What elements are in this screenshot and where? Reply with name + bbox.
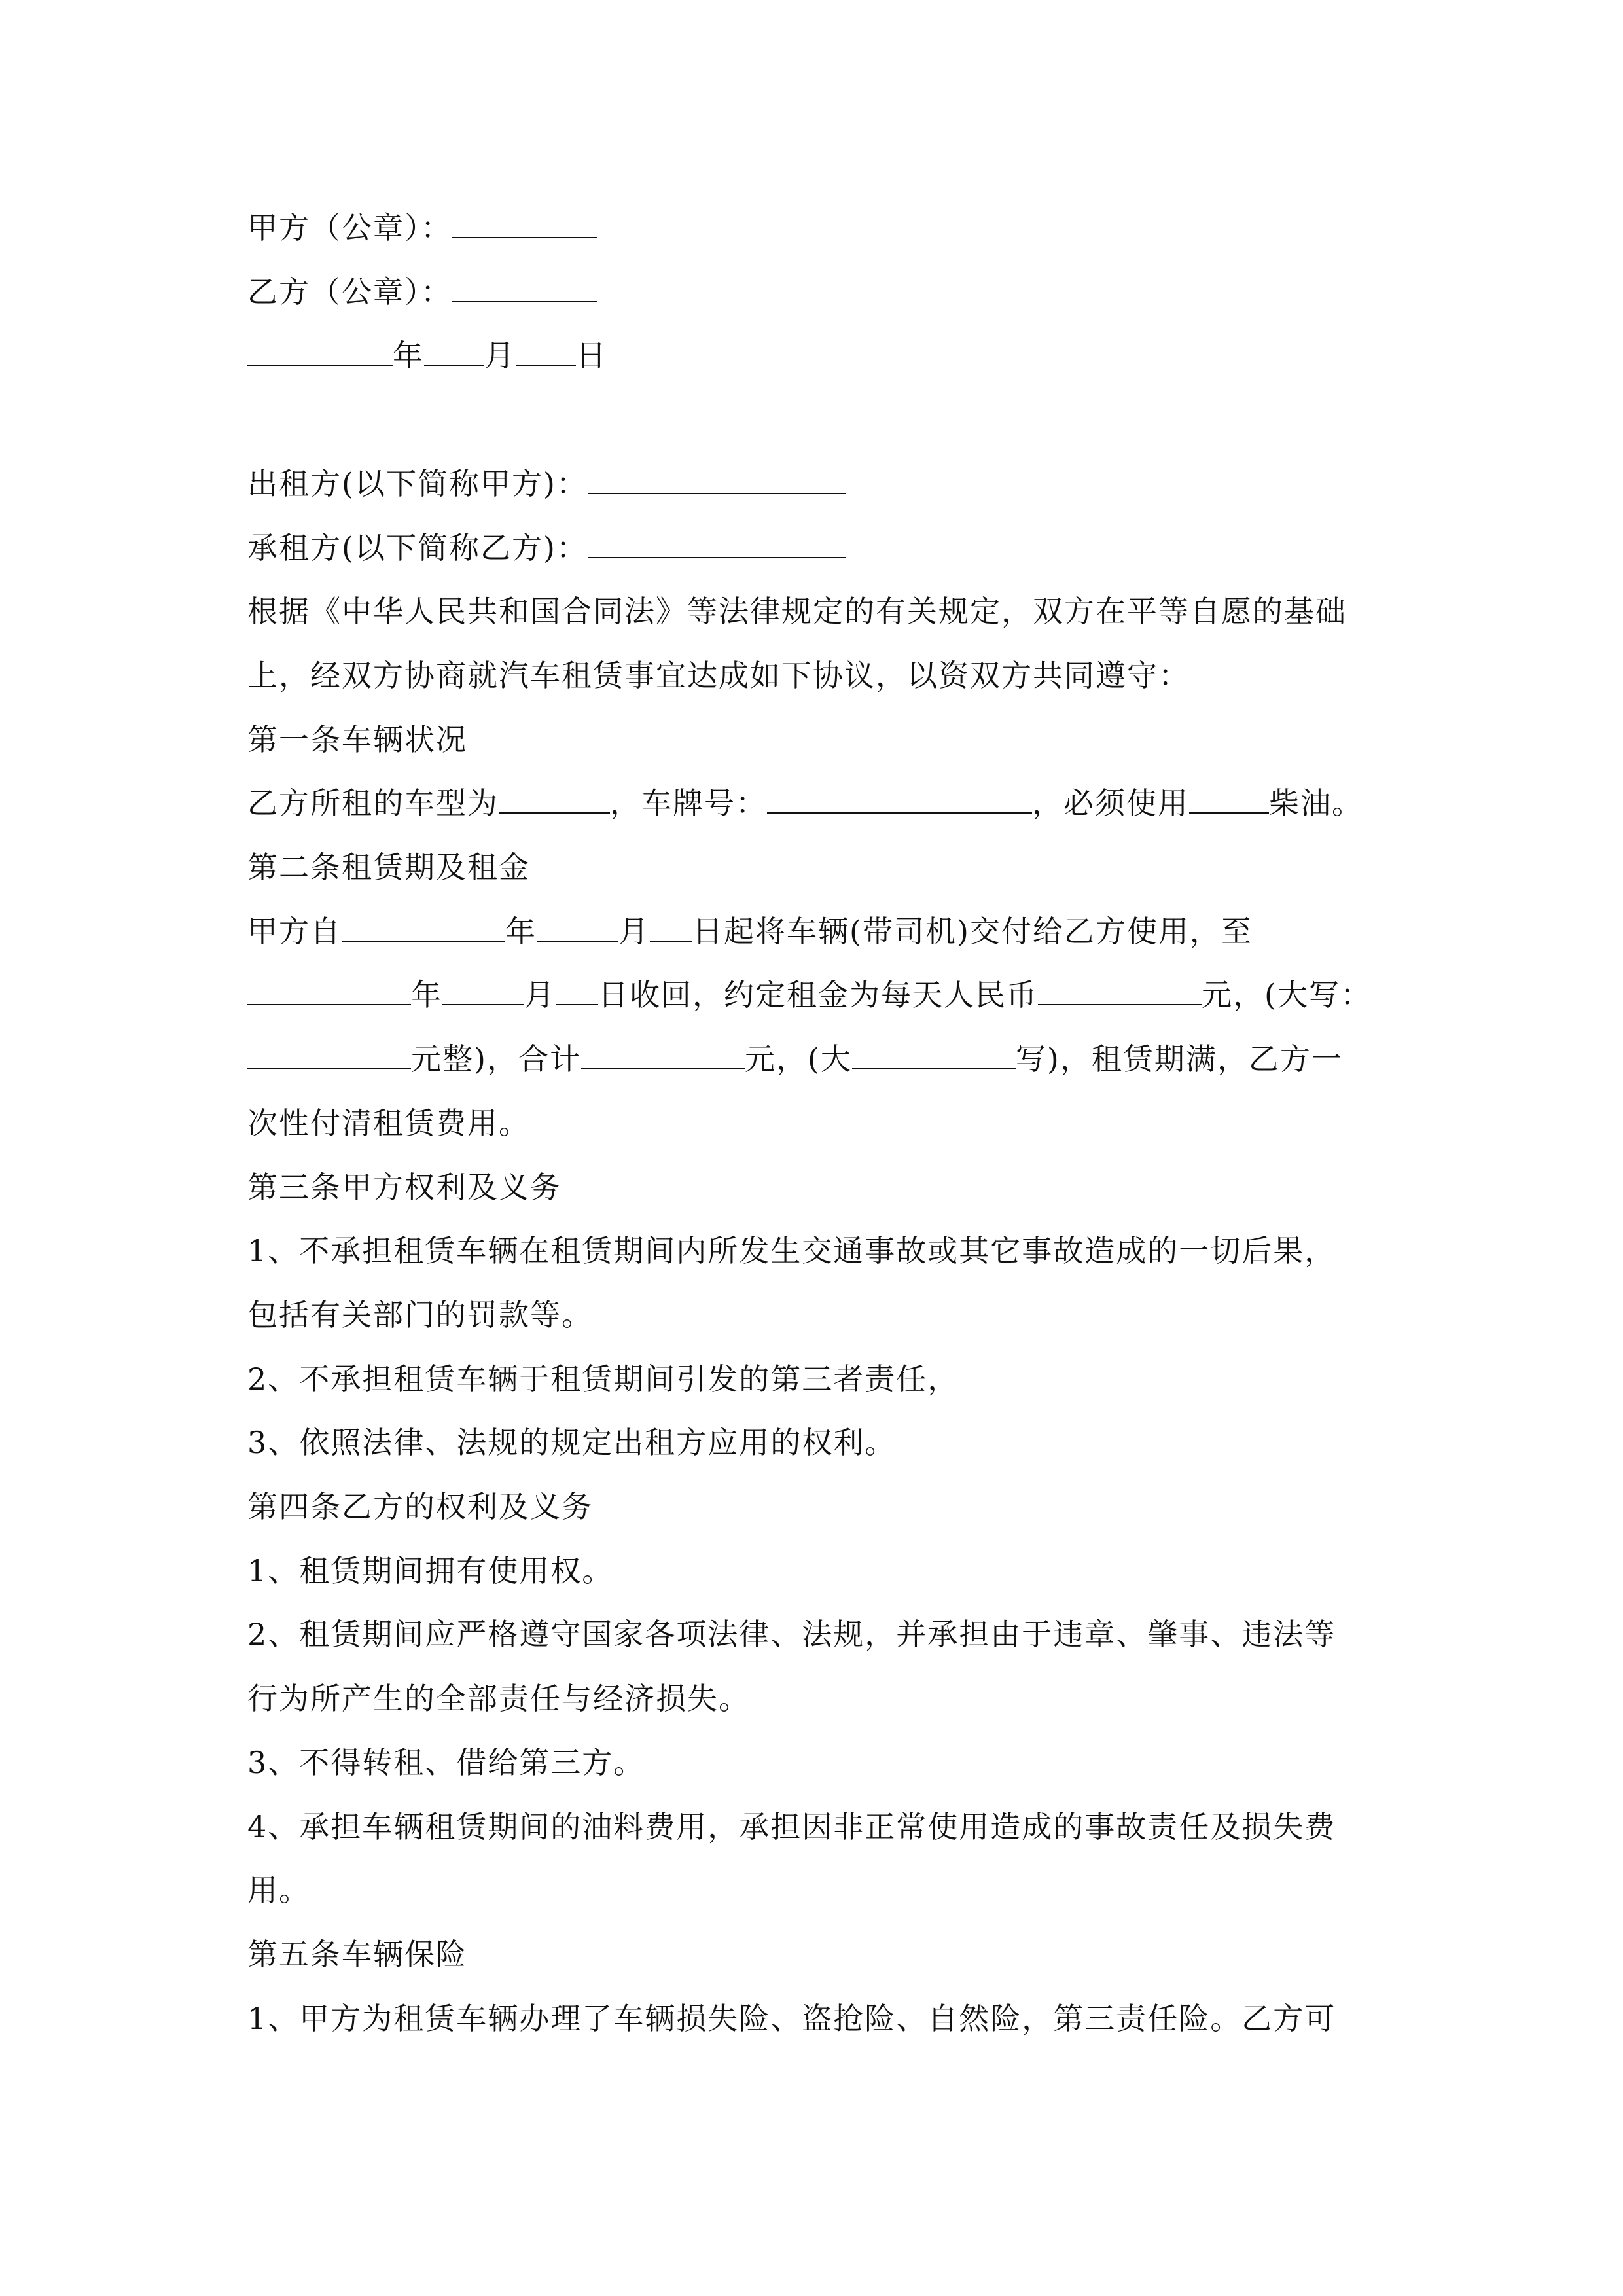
lessor-label: 出租方(以下简称甲方)： <box>247 465 588 501</box>
article-3-title: 第三条甲方权利及义务 <box>247 1169 562 1205</box>
end-month-label: 月 <box>524 977 556 1013</box>
car-model-label: 乙方所租的车型为 <box>247 785 499 821</box>
article-4-title: 第四条乙方的权利及义务 <box>247 1489 593 1525</box>
start-label: 甲方自 <box>247 913 342 949</box>
signature-date-line <box>247 324 1389 388</box>
article-2-line-3 <box>247 1028 1389 1092</box>
party-a-seal-label: 甲方（公章）： <box>247 210 452 245</box>
start-day-blank <box>650 912 692 942</box>
total-label: 元整)，合计 <box>411 1041 581 1077</box>
article-4-item: 4、承担车辆租赁期间的油料费用，承担因非正常使用造成的事故责任及损失费 <box>247 1808 1336 1844</box>
end-year-label: 年 <box>411 977 442 1013</box>
article-4-item: 1、租赁期间拥有使用权。 <box>247 1552 614 1588</box>
total-capital-blank <box>852 1039 1016 1069</box>
lessor-blank <box>588 464 846 494</box>
party-b-seal-line <box>247 260 1389 325</box>
article-4-item: 用。 <box>247 1873 310 1909</box>
lessor-line <box>247 452 1389 516</box>
start-month-label: 月 <box>618 913 650 949</box>
year-label: 年 <box>393 338 424 374</box>
end-year-blank <box>247 976 411 1006</box>
month-blank <box>424 336 484 367</box>
article-5-title: 第五条车辆保险 <box>247 1936 467 1972</box>
article-2-line-4: 次性付清租赁费用。 <box>247 1105 530 1141</box>
plate-label: ，车牌号： <box>610 785 767 821</box>
plate-blank <box>767 784 1032 814</box>
lessee-blank <box>588 528 846 558</box>
article-4-item: 2、租赁期间应严格遵守国家各项法律、法规，并承担由于违章、肇事、违法等 <box>247 1617 1336 1653</box>
daily-rent-blank <box>1038 976 1202 1006</box>
start-year-blank <box>342 912 505 942</box>
start-year-label: 年 <box>505 913 537 949</box>
end-day-blank <box>556 976 598 1006</box>
payment-label: 写)，租赁期满，乙方一 <box>1015 1041 1343 1077</box>
day-label: 日 <box>576 338 607 374</box>
lessee-label: 承租方(以下简称乙方)： <box>247 529 588 565</box>
day-blank <box>516 336 576 367</box>
party-a-seal-blank <box>452 208 597 238</box>
contract-body <box>247 196 1389 2051</box>
article-2-title: 第二条租赁期及租金 <box>247 850 530 886</box>
party-a-seal-line <box>247 196 1389 260</box>
party-b-seal-blank <box>452 272 597 302</box>
end-month-blank <box>442 976 524 1006</box>
spacer <box>247 388 1389 452</box>
lessee-line <box>247 516 1389 581</box>
article-4-item: 3、不得转租、借给第三方。 <box>247 1744 645 1780</box>
article-3-item: 1、不承担租赁车辆在租赁期间内所发生交通事故或其它事故造成的一切后果， <box>247 1233 1336 1269</box>
total-blank <box>581 1039 745 1069</box>
start-month-blank <box>537 912 618 942</box>
daily-rent-label: 日收回，约定租金为每天人民币 <box>598 977 1038 1013</box>
article-1-vehicle-line <box>247 772 1389 836</box>
article-4-item: 行为所产生的全部责任与经济损失。 <box>247 1681 750 1717</box>
article-5-item: 1、甲方为租赁车辆办理了车辆损失险、盗抢险、自然险，第三责任险。乙方可 <box>247 2000 1336 2036</box>
start-day-label: 日起将车辆(带司机)交付给乙方使用，至 <box>692 913 1253 949</box>
car-model-blank <box>499 784 610 814</box>
total-capital-label: 元，(大 <box>744 1041 852 1077</box>
article-2-line-2 <box>247 963 1389 1028</box>
diesel-label: 柴油。 <box>1269 785 1363 821</box>
article-3-item: 包括有关部门的罚款等。 <box>247 1297 593 1333</box>
diesel-blank <box>1189 784 1269 814</box>
party-b-seal-label: 乙方（公章）： <box>247 274 452 310</box>
article-3-item: 2、不承担租赁车辆于租赁期间引发的第三者责任， <box>247 1361 959 1397</box>
month-label: 月 <box>484 338 516 374</box>
capital-amount-blank <box>247 1039 411 1069</box>
fuel-label: ，必须使用 <box>1032 785 1189 821</box>
capital-label: 元，(大写： <box>1202 977 1372 1013</box>
intro-line-1: 根据《中华人民共和国合同法》等法律规定的有关规定，双方在平等自愿的基础 <box>247 594 1347 630</box>
intro-line-2: 上，经双方协商就汽车租赁事宜达成如下协议，以资双方共同遵守： <box>247 657 1190 693</box>
article-2-line-1 <box>247 900 1389 964</box>
article-1-title: 第一条车辆状况 <box>247 721 467 757</box>
year-blank <box>247 336 393 367</box>
article-3-item: 3、依照法律、法规的规定出租方应用的权利。 <box>247 1425 897 1461</box>
